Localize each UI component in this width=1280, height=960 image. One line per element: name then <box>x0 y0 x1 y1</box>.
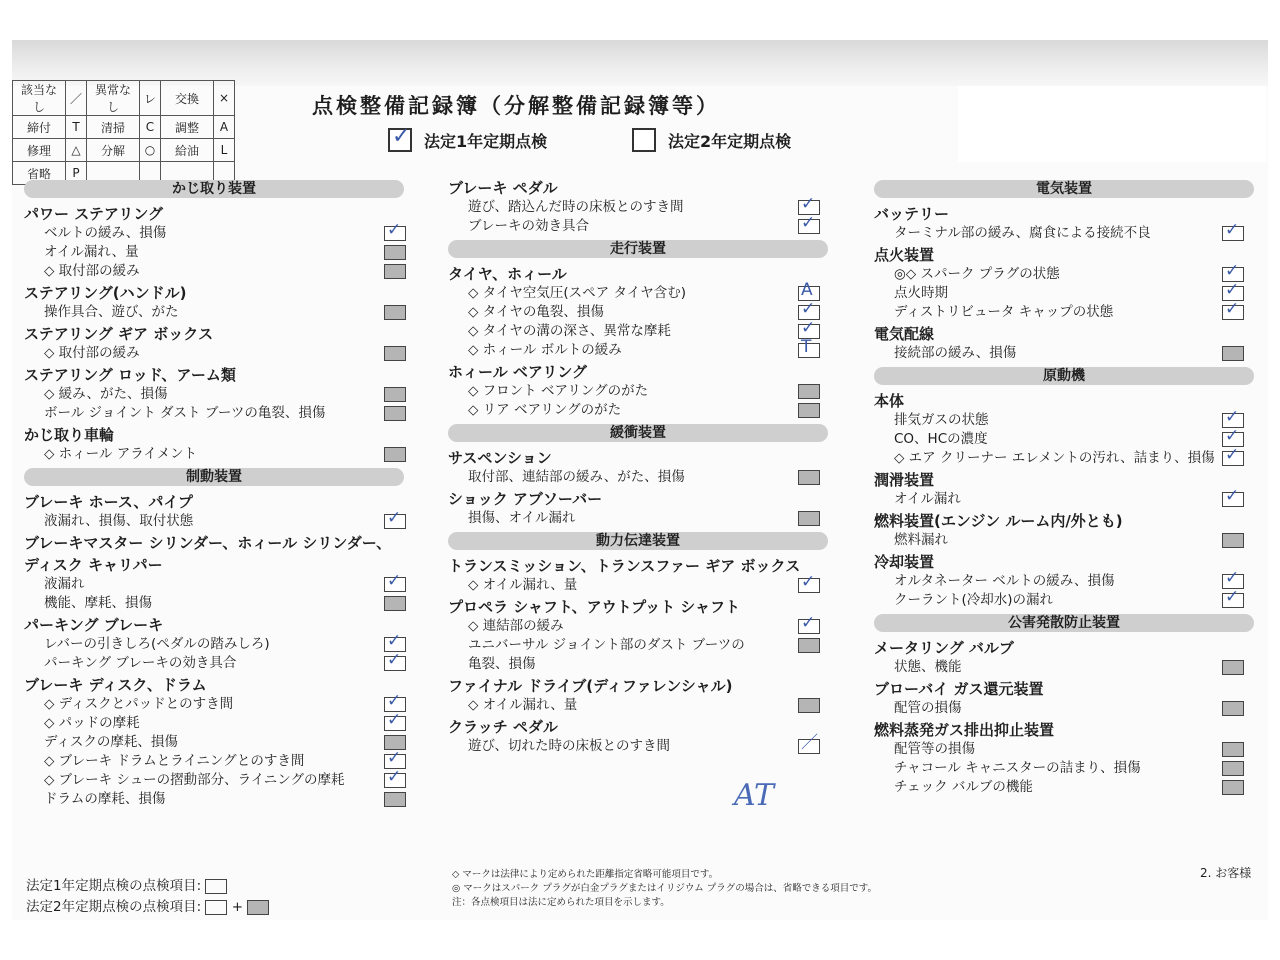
inspection-checkbox[interactable] <box>1222 780 1244 795</box>
inspection-item <box>448 194 828 217</box>
inspection-item <box>874 759 1254 778</box>
item-group-title: かじ取り車輪 <box>24 426 115 444</box>
item-group-title: 電気配線 <box>874 325 935 343</box>
inspection-item-label: ◇ パッドの摩耗 <box>44 715 140 731</box>
footer-annual <box>26 874 227 894</box>
inspection-checkbox[interactable] <box>798 572 820 593</box>
inspection-checkbox[interactable] <box>384 346 406 361</box>
item-group-title: 燃料装置(エンジン ルーム内/外とも) <box>874 512 1123 530</box>
inspection-item-label: ◇ タイヤの亀裂、損傷 <box>468 304 604 320</box>
inspection-item-label: CO、HCの濃度 <box>894 431 988 447</box>
inspection-checkbox[interactable] <box>384 792 406 807</box>
inspection-item <box>874 658 1254 677</box>
legend-cell: × <box>214 81 235 116</box>
inspection-item-label: ◇ オイル漏れ、量 <box>468 577 578 593</box>
inspection-item <box>448 613 828 636</box>
inspection-checkbox[interactable] <box>384 305 406 320</box>
item-group-title: パーキング ブレーキ <box>24 616 164 634</box>
check-mark: ✓ <box>801 318 816 338</box>
page-title: 点検整備記録簿（分解整備記録簿等） <box>312 94 720 118</box>
check-mark: ✓ <box>801 299 816 319</box>
inspection-item <box>874 220 1254 243</box>
check-mark: ✓ <box>1225 261 1240 281</box>
inspection-item <box>874 699 1254 718</box>
check-mark: ✓ <box>387 748 402 768</box>
check-mark: ✓ <box>387 571 402 591</box>
inspection-item <box>448 318 828 341</box>
inspection-item <box>24 594 404 613</box>
inspection-item <box>448 733 828 756</box>
inspection-checkbox[interactable] <box>1222 742 1244 757</box>
inspection-checkbox[interactable] <box>798 511 820 526</box>
inspection-checkbox[interactable] <box>1222 220 1244 241</box>
legend-cell: L <box>214 139 235 162</box>
inspection-item-label: クーラント(冷却水)の漏れ <box>894 592 1054 608</box>
inspection-checkbox[interactable] <box>384 508 406 529</box>
inspection-item-label: 遊び、踏込んだ時の床板とのすき間 <box>468 199 684 215</box>
inspection-checkbox[interactable] <box>384 387 406 402</box>
legend-cell: T <box>66 116 87 139</box>
column-middle <box>448 176 828 756</box>
inspection-item <box>24 262 404 281</box>
page-number: 2. お客様 <box>1200 866 1252 880</box>
item-group-title: パワー ステアリング <box>24 205 164 223</box>
inspection-item-label: 燃料漏れ <box>894 532 948 548</box>
inspection-item <box>24 571 404 594</box>
inspection-item-label: ボール ジョイント ダスト ブーツの亀裂、損傷 <box>44 405 326 421</box>
item-group-title: サスペンション <box>448 449 552 467</box>
inspection-checkbox[interactable] <box>384 767 406 788</box>
footer-white-box <box>205 879 227 894</box>
biennial-label: 法定2年定期点検 <box>668 131 792 151</box>
item-group-title: ファイナル ドライブ(ディファレンシャル) <box>448 677 733 695</box>
section-header: 公害発散防止装置 <box>874 614 1254 632</box>
inspection-item <box>874 407 1254 430</box>
inspection-item-label: ブレーキの効き具合 <box>468 218 589 234</box>
inspection-checkbox[interactable] <box>384 220 406 241</box>
inspection-item <box>448 401 828 420</box>
inspection-item <box>448 696 828 715</box>
check-mark: ✓ <box>387 767 402 787</box>
legend-cell: 交換 <box>161 81 214 116</box>
section-header: 動力伝達装置 <box>448 532 828 550</box>
inspection-item-label: オルタネーター ベルトの緩み、損傷 <box>894 573 1115 589</box>
inspection-checkbox[interactable] <box>1222 445 1244 466</box>
inspection-item <box>874 531 1254 550</box>
inspection-item-label: 配管等の損傷 <box>894 741 975 757</box>
item-group-title: 潤滑装置 <box>874 471 935 489</box>
item-group-title: ブレーキ ペダル <box>448 179 558 197</box>
inspection-item <box>874 568 1254 591</box>
inspection-item-label: ◇ リア ベアリングのがた <box>468 402 622 418</box>
item-group-title: ステアリング(ハンドル) <box>24 284 187 302</box>
inspection-item-label: ディストリビュータ キャップの状態 <box>894 304 1114 320</box>
inspection-checkbox[interactable] <box>384 710 406 731</box>
inspection-item <box>24 650 404 673</box>
check-mark: ✓ <box>1225 407 1240 427</box>
inspection-item <box>874 587 1254 610</box>
legend-cell: 分解 <box>87 139 140 162</box>
inspection-item <box>448 299 828 322</box>
inspection-item-label: レバーの引きしろ(ペダルの踏みしろ) <box>44 636 270 652</box>
inspection-item <box>24 385 404 404</box>
inspection-item <box>24 243 404 262</box>
legend-cell: 給油 <box>161 139 214 162</box>
inspection-item <box>24 631 404 654</box>
inspection-item-label: パーキング ブレーキの効き具合 <box>44 655 237 671</box>
legend-cell: P <box>66 162 87 185</box>
check-mark: ✓ <box>387 631 402 651</box>
inspection-checkbox[interactable] <box>798 733 820 754</box>
inspection-item-label: ◇ オイル漏れ、量 <box>468 697 578 713</box>
inspection-item <box>874 778 1254 797</box>
inspection-checkbox[interactable] <box>384 571 406 592</box>
inspection-checkbox[interactable] <box>798 213 820 234</box>
inspection-item <box>24 691 404 714</box>
inspection-item-label: オイル漏れ、量 <box>44 244 139 260</box>
item-group-title: 本体 <box>874 392 905 410</box>
check-mark: ✓ <box>1225 445 1240 465</box>
check-mark: ✓ <box>1225 568 1240 588</box>
legend-cell: C <box>140 116 161 139</box>
legend-row <box>13 81 235 116</box>
legend-row <box>13 139 235 162</box>
inspection-checkbox[interactable] <box>1222 701 1244 716</box>
inspection-item-label: 取付部、連結部の緩み、がた、損傷 <box>468 469 685 485</box>
inspection-item-label: 接続部の緩み、損傷 <box>894 345 1017 361</box>
redacted-area <box>958 86 1266 162</box>
check-mark: ✓ <box>387 710 402 730</box>
check-mark: ✓ <box>1225 220 1240 240</box>
item-group-title: タイヤ、ホィール <box>448 265 567 283</box>
inspection-item-label: 液漏れ、損傷、取付状態 <box>44 513 194 529</box>
item-group-title: ステアリング ロッド、アーム類 <box>24 366 236 384</box>
inspection-item-label: 液漏れ <box>44 576 85 592</box>
inspection-item-label: ターミナル部の緩み、腐食による接続不良 <box>894 225 1151 241</box>
item-group-title: ブレーキ ディスク、ドラム <box>24 676 207 694</box>
section-header: 走行装置 <box>448 240 828 258</box>
legend-cell: A <box>214 116 235 139</box>
inspection-item <box>24 790 404 809</box>
annual-label: 法定1年定期点検 <box>424 131 548 151</box>
inspection-checkbox[interactable] <box>1222 486 1244 507</box>
inspection-item-label: ◇ タイヤの溝の深さ、異常な摩耗 <box>468 323 671 339</box>
inspection-item <box>874 426 1254 449</box>
item-group-title: クラッチ ペダル <box>448 718 558 736</box>
inspection-item-label: ◇ 取付部の緩み <box>44 263 140 279</box>
item-group-title: プロペラ シャフト、アウトプット シャフト <box>448 598 740 616</box>
item-group-title: ブローバイ ガス還元装置 <box>874 680 1044 698</box>
inspection-item <box>448 280 828 303</box>
inspection-item-label: 機能、摩耗、損傷 <box>44 595 152 611</box>
inspection-checkbox[interactable] <box>1222 761 1244 776</box>
inspection-item <box>874 740 1254 759</box>
inspection-item-label: 点火時期 <box>894 285 948 301</box>
biennial-checkbox[interactable] <box>632 128 656 152</box>
inspection-item <box>24 710 404 733</box>
inspection-item <box>24 303 404 322</box>
check-mark: ✓ <box>387 508 402 528</box>
inspection-item <box>874 445 1254 468</box>
footnote-3: 注：各点検項目は法に定められた項目を示します。 <box>452 897 670 908</box>
legend-cell: 締付 <box>13 116 66 139</box>
inspection-item <box>24 733 404 752</box>
inspection-item <box>24 748 404 771</box>
legend-cell: ○ <box>140 139 161 162</box>
legend-cell: レ <box>140 81 161 116</box>
inspection-item-label: 状態、機能 <box>894 659 962 675</box>
section-header: かじ取り装置 <box>24 180 404 198</box>
inspection-item <box>874 299 1254 322</box>
inspection-item-label: ◇ 緩み、がた、損傷 <box>44 386 168 402</box>
inspection-item <box>24 344 404 363</box>
inspection-item <box>874 486 1254 509</box>
inspection-checkbox[interactable] <box>1222 660 1244 675</box>
inspection-item-label: ベルトの緩み、損傷 <box>44 225 167 241</box>
inspection-item <box>24 404 404 423</box>
inspection-item-label: ドラムの摩耗、損傷 <box>44 791 166 807</box>
inspection-item <box>448 382 828 401</box>
check-mark: A <box>801 280 813 300</box>
inspection-item-label: オイル漏れ <box>894 491 961 507</box>
inspection-checkbox[interactable] <box>798 613 820 634</box>
item-group-title: 点火装置 <box>874 246 935 264</box>
inspection-checkbox[interactable] <box>384 264 406 279</box>
item-group-title: メータリング バルブ <box>874 639 1014 657</box>
inspection-item-label: ◇ ホィール ボルトの緩み <box>468 342 622 358</box>
inspection-item-label: 排気ガスの状態 <box>894 412 989 428</box>
footer-plus: + <box>231 899 244 915</box>
inspection-item <box>448 468 828 487</box>
inspection-checkbox[interactable] <box>1222 299 1244 320</box>
inspection-item <box>24 767 404 790</box>
check-mark: ✓ <box>1225 486 1240 506</box>
check-mark: ✓ <box>1225 280 1240 300</box>
biennial-inspection-option[interactable] <box>632 128 791 152</box>
inspection-item <box>24 220 404 243</box>
inspection-checkbox[interactable] <box>384 245 406 260</box>
item-group-title: ステアリング ギア ボックス <box>24 325 214 343</box>
inspection-item-label: チェック バルブの機能 <box>894 779 1033 795</box>
column-left <box>24 176 404 809</box>
column-right <box>874 176 1254 797</box>
inspection-item-label: 損傷、オイル漏れ <box>468 510 576 526</box>
footer-annual-label: 法定1年定期点検の点検項目: <box>26 878 202 894</box>
inspection-item <box>448 636 828 655</box>
inspection-item <box>874 344 1254 363</box>
check-mark: ✓ <box>1225 426 1240 446</box>
inspection-checkbox[interactable] <box>798 470 820 485</box>
inspection-checkbox[interactable] <box>1222 346 1244 361</box>
inspection-checkbox[interactable] <box>384 406 406 421</box>
check-mark: ✓ <box>1225 299 1240 319</box>
inspection-item-label: ◇ 取付部の緩み <box>44 345 140 361</box>
inspection-item-label: ディスクの摩耗、損傷 <box>44 734 178 750</box>
check-mark: ／ <box>801 733 818 753</box>
section-header: 電気装置 <box>874 180 1254 198</box>
legend-cell: 省略 <box>13 162 66 185</box>
check-mark: ✓ <box>387 220 402 240</box>
inspection-item <box>874 261 1254 284</box>
inspection-checkbox[interactable] <box>384 650 406 671</box>
inspection-checkbox[interactable] <box>798 698 820 713</box>
inspection-item <box>874 280 1254 303</box>
check-mark: T <box>801 337 812 357</box>
inspection-checkbox[interactable] <box>384 596 406 611</box>
check-mark: ✓ <box>387 650 402 670</box>
inspection-item <box>448 572 828 595</box>
inspection-item-label: ◇ フロント ベアリングのがた <box>468 383 649 399</box>
check-mark: ✓ <box>801 194 816 214</box>
legend-cell: ／ <box>66 81 87 116</box>
footnotes <box>452 868 877 910</box>
legend-cell: 異常なし <box>87 81 140 116</box>
inspection-checkbox[interactable] <box>798 337 820 358</box>
footnote-2: ◎ マークはスパーク プラグが白金プラグまたはイリジウム プラグの場合は、省略できる項目です。 <box>452 883 877 894</box>
inspection-item-label: ◇ ホィール アライメント <box>44 446 198 462</box>
section-header: 制動装置 <box>24 468 404 486</box>
item-group-title: ディスク キャリパー <box>24 556 163 574</box>
legend-cell: 清掃 <box>87 116 140 139</box>
footer-biennial <box>26 895 269 915</box>
inspection-item-label: 配管の損傷 <box>894 700 962 716</box>
inspection-item-label: 操作具合、遊び、がた <box>44 304 179 320</box>
item-group-title: バッテリー <box>874 205 950 223</box>
inspection-record-sheet <box>12 40 1268 920</box>
section-header: 緩衝装置 <box>448 424 828 442</box>
inspection-checkbox[interactable] <box>1222 587 1244 608</box>
legend-cell: 調整 <box>161 116 214 139</box>
check-mark: ✓ <box>801 613 816 633</box>
inspection-checkbox[interactable] <box>798 638 820 653</box>
inspection-item <box>448 655 828 674</box>
inspection-item <box>24 445 404 464</box>
legend-cell: 修理 <box>13 139 66 162</box>
inspection-item-label: ◇ ブレーキ シューの摺動部分、ライニングの摩耗 <box>44 772 345 788</box>
inspection-item-label: チャコール キャニスターの詰まり、損傷 <box>894 760 1141 776</box>
inspection-item <box>448 213 828 236</box>
legend-cell: 該当なし <box>13 81 66 116</box>
footer-white-box-2 <box>205 900 227 915</box>
check-mark: ✓ <box>801 213 816 233</box>
annual-inspection-option[interactable] <box>388 124 548 152</box>
inspection-item-label: ◇ 連結部の緩み <box>468 618 564 634</box>
footer-biennial-label: 法定2年定期点検の点検項目: <box>26 899 202 915</box>
annual-checkbox[interactable]: ✓ <box>388 128 412 152</box>
item-group-title: トランスミッション、トランスファー ギア ボックス <box>448 557 801 575</box>
inspection-item-label: ◇ ブレーキ ドラムとライニングとのすき間 <box>44 753 305 769</box>
inspection-item-label: ユニバーサル ジョイント部のダスト ブーツの <box>468 637 745 653</box>
inspection-checkbox[interactable] <box>384 447 406 462</box>
item-group-title: ブレーキ ホース、パイプ <box>24 493 193 511</box>
item-group-title: ホィール ベアリング <box>448 363 588 381</box>
footnote-1: ◇ マークは法律により定められた距離指定省略可能項目です。 <box>452 869 719 880</box>
item-group-title: ブレーキマスター シリンダー、ホィール シリンダー、 <box>24 534 392 552</box>
inspection-item <box>448 337 828 360</box>
inspection-item-label: 遊び、切れた時の床板とのすき間 <box>468 738 670 754</box>
inspection-item <box>448 509 828 528</box>
check-mark: ✓ <box>801 572 816 592</box>
legend-row <box>13 116 235 139</box>
inspection-checkbox[interactable] <box>1222 533 1244 548</box>
inspection-item-label: ◇ エア クリーナー エレメントの汚れ、詰まり、損傷 <box>894 450 1215 466</box>
inspection-item-label: ◇ ディスクとパッドとのすき間 <box>44 696 234 712</box>
item-group-title: 冷却装置 <box>874 553 935 571</box>
legend-cell: △ <box>66 139 87 162</box>
inspection-checkbox[interactable] <box>798 403 820 418</box>
section-header: 原動機 <box>874 367 1254 385</box>
inspection-item-label: ◎◇ スパーク プラグの状態 <box>894 266 1060 282</box>
inspection-item-label: ◇ タイヤ空気圧(スペア タイヤ含む) <box>468 285 686 301</box>
footer-gray-box <box>247 900 269 915</box>
check-mark: ✓ <box>387 691 402 711</box>
legend-table <box>12 80 235 185</box>
inspection-item <box>24 508 404 531</box>
inspection-item-label: 亀裂、損傷 <box>468 656 536 672</box>
handwritten-at: AT <box>734 778 775 813</box>
item-group-title: ショック アブソーバー <box>448 490 603 508</box>
inspection-checkbox[interactable] <box>798 384 820 399</box>
item-group-title: 燃料蒸発ガス排出抑止装置 <box>874 721 1055 739</box>
check-mark: ✓ <box>1225 587 1240 607</box>
